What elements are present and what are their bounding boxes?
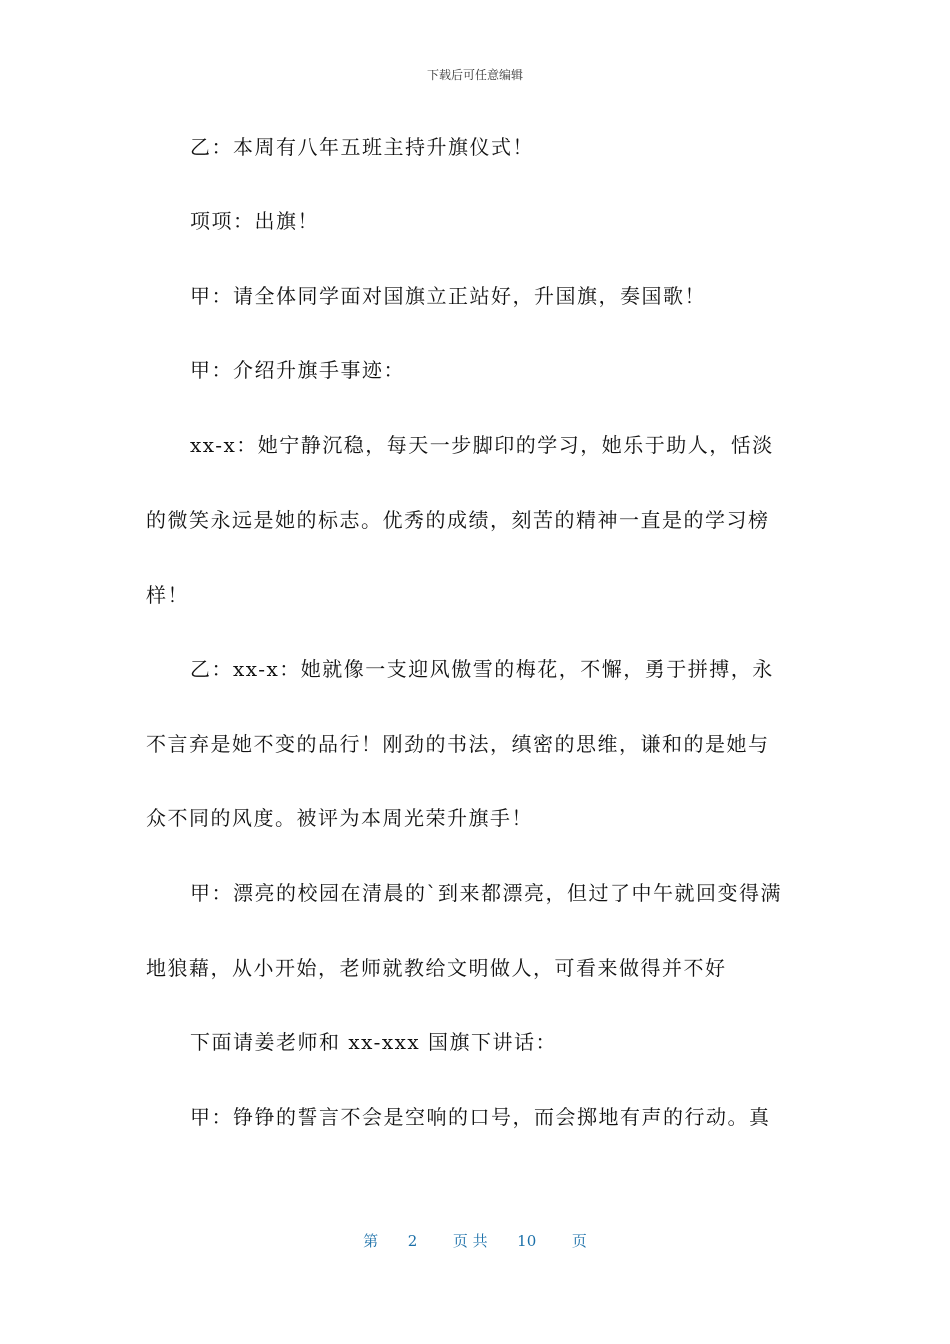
text-line: 项项：出旗！ [190,209,319,233]
text-line: 甲：请全体同学面对国旗立正站好，升国旗，奏国歌！ [190,284,706,308]
footer-middle: 页 共 [452,1232,488,1250]
footer-suffix: 页 [571,1232,587,1250]
text-line: 甲：漂亮的校园在清晨的`到来都漂亮，但过了中午就回变得满 [190,881,782,905]
text-line: 下面请姜老师和 xx-xxx 国旗下讲话： [190,1030,558,1054]
text-line: 甲：铮铮的誓言不会是空响的口号，而会掷地有声的行动。真 [190,1105,771,1129]
text-line: 乙：本周有八年五班主持升旗仪式！ [190,135,534,159]
text-line: 甲：介绍升旗手事迹： [190,358,405,382]
text-line: 众不同的风度。被评为本周光荣升旗手！ [146,806,533,830]
text-line: xx-x：她宁静沉稳，每天一步脚印的学习，她乐于助人，恬淡 [190,433,774,457]
page-footer [0,1230,950,1251]
footer-total-pages: 10 [517,1232,537,1250]
text-line: 地狼藉，从小开始，老师就教给文明做人，可看来做得并不好 [146,956,727,980]
text-line: 乙：xx-x：她就像一支迎风傲雪的梅花，不懈，勇于拼搏，永 [190,657,774,681]
footer-current-page: 2 [407,1232,418,1250]
footer-prefix: 第 [363,1232,379,1250]
text-line: 样！ [146,583,189,607]
text-line: 的微笑永远是她的标志。优秀的成绩，刻苦的精神一直是的学习榜 [146,508,770,532]
header-note: 下载后可任意编辑 [426,68,523,82]
text-line: 不言弃是她不变的品行！刚劲的书法，缜密的思维，谦和的是她与 [146,732,770,756]
